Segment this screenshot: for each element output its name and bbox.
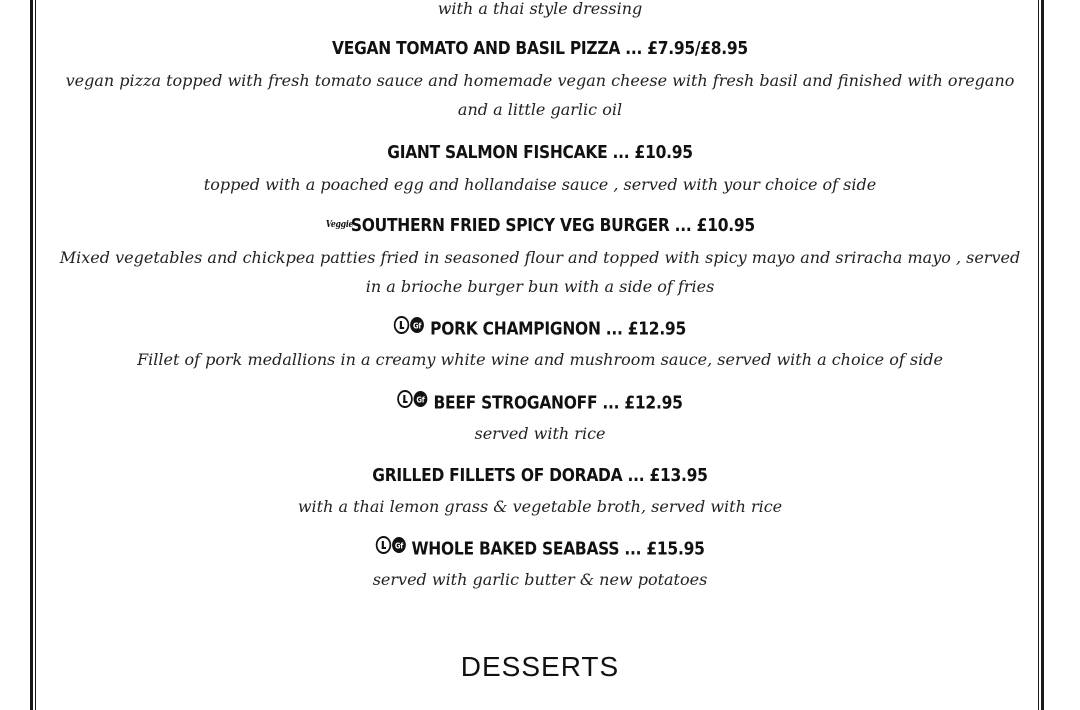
gluten-free-icon [410, 316, 425, 339]
menu-item-seabass-row [76, 538, 1005, 561]
menu-item-pork-title: PORK CHAMPIGNON ... £12.95 [430, 318, 686, 340]
svg-text:Veggie: Veggie [325, 217, 354, 229]
menu-item-salmon-fishcake-title: GIANT SALMON FISHCAKE ... £10.95 [387, 142, 693, 163]
menu-item-veg-burger-row [76, 215, 1005, 237]
lactose-icon [397, 390, 412, 413]
menu-item-dorada-title: GRILLED FILLETS OF DORADA ... £13.95 [372, 465, 708, 486]
svg-text:Gf: Gf [416, 394, 425, 405]
veggie-badge-icon [325, 214, 354, 235]
menu-item-seabass-desc: served with garlic butter & new potatoes [372, 570, 708, 589]
menu-item-salmon-fishcake-desc: topped with a poached egg and hollandaise sauce , served with your choice of side [203, 175, 877, 194]
menu-item-pork-row [76, 318, 1005, 341]
menu-item-vegan-pizza-desc: vegan pizza topped with fresh tomato sauce and homemade vegan cheese with fresh basil and finished with oregano [65, 71, 1015, 90]
lactose-icon [394, 316, 409, 339]
section-heading-desserts: DESSERTS [460, 651, 620, 682]
lactose-icon [375, 536, 390, 559]
menu-item-veg-burger-desc-2: in a brioche burger bun with a side of fries [365, 277, 715, 296]
item-description: with a thai style dressing [437, 0, 643, 18]
menu-item-dorada-desc: with a thai lemon grass & vegetable broth, served with rice [297, 497, 783, 516]
menu-item-pork-desc: Fillet of pork medallions in a creamy white wine and mushroom sauce, served with a choice of side [137, 350, 943, 369]
menu-item-seabass-title: WHOLE BAKED SEABASS ... £15.95 [411, 538, 705, 560]
gluten-free-icon [391, 536, 406, 559]
menu-item-beef-row [76, 392, 1005, 415]
menu-item-vegan-pizza-desc-2: and a little garlic oil [457, 100, 623, 119]
gluten-free-icon [413, 390, 428, 413]
menu-item-veg-burger-title: SOUTHERN FRIED SPICY VEG BURGER ... £10.95 [350, 215, 755, 236]
svg-text:Gf: Gf [413, 320, 422, 331]
menu-item-beef-title: BEEF STROGANOFF ... £12.95 [433, 392, 683, 414]
svg-text:Gf: Gf [394, 540, 403, 551]
menu-item-vegan-pizza-title: VEGAN TOMATO AND BASIL PIZZA ... £7.95/£8.95 [332, 38, 748, 59]
menu-item-veg-burger-desc: Mixed vegetables and chickpea patties fried in seasoned flour and topped with spicy mayo and sriracha mayo , served [59, 248, 1021, 267]
menu-item-beef-desc: served with rice [474, 424, 606, 443]
